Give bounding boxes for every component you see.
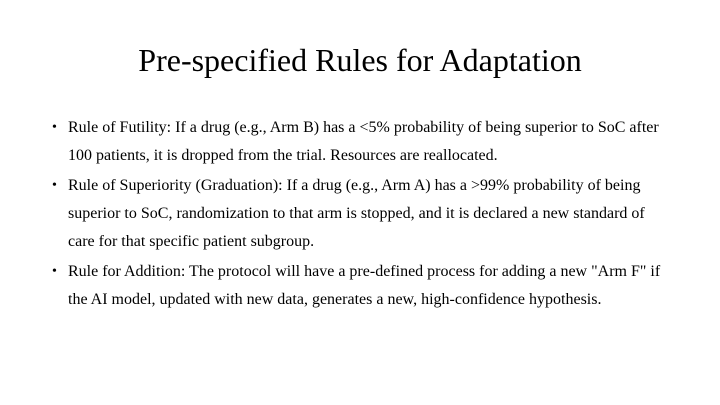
- bullet-icon: •: [52, 178, 57, 193]
- bullet-icon: •: [52, 120, 57, 135]
- bullet-item-superiority: [52, 172, 672, 256]
- bullet-list: [52, 114, 672, 316]
- bullet-text: Rule of Superiority (Graduation): If a drug (e.g., Arm A) has a >99% probability of being superior to SoC, randomization to that arm is stopped, and it is declared a new standard of care for that specific patient subgroup.: [68, 177, 645, 250]
- bullet-icon: •: [52, 264, 57, 279]
- slide-title: Pre-specified Rules for Adaptation: [138, 42, 582, 78]
- bullet-item-futility: [52, 114, 672, 170]
- bullet-text: Rule for Addition: The protocol will have a pre-defined process for adding a new "Arm F" if the AI model, updated with new data, generates a new, high-confidence hypothesis.: [68, 263, 661, 308]
- bullet-text: Rule of Futility: If a drug (e.g., Arm B) has a <5% probability of being superior to SoC after 100 patients, it is dropped from the trial. Resources are reallocated.: [68, 119, 659, 164]
- bullet-item-addition: [52, 258, 672, 314]
